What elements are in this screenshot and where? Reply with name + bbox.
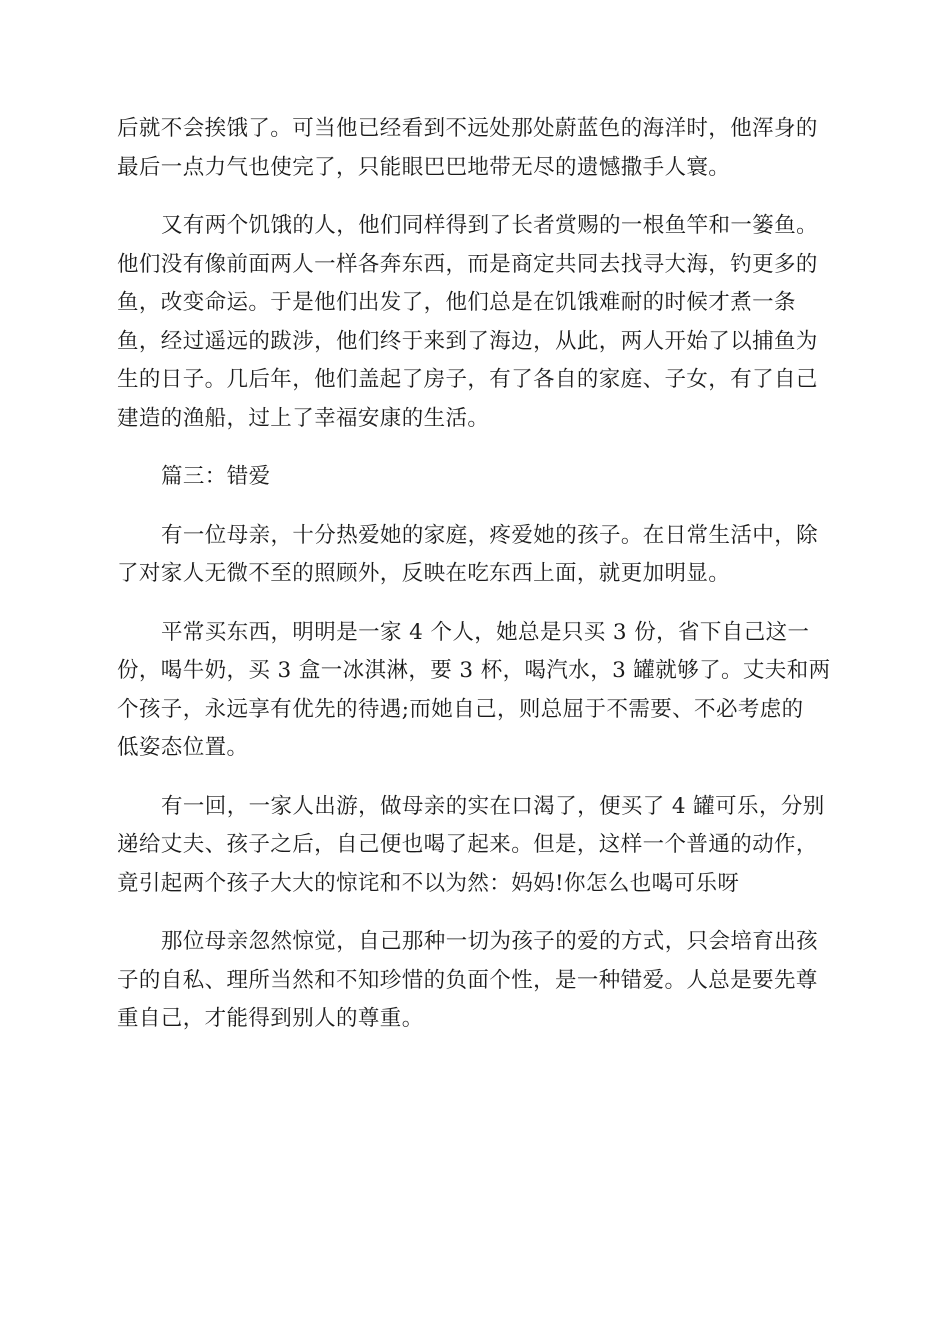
paragraph-2: [117, 207, 833, 438]
text-line: 鱼，经过遥远的跋涉，他们终于来到了海边，从此，两人开始了以捕鱼为: [117, 328, 818, 354]
paragraph-3: [117, 517, 833, 594]
section-heading: [117, 458, 833, 497]
paragraph-1: [117, 110, 833, 187]
text-line: 那位母亲忽然惊觉，自己那种一切为孩子的爱的方式，只会培育出孩: [161, 929, 819, 954]
text-line: 递给丈夫、孩子之后，自己便也喝了起来。但是，这样一个普通的动作，: [117, 832, 818, 857]
paragraph-4: [117, 614, 833, 768]
text-line: 有一回，一家人出游，做母亲的实在口渴了，便买了 4 罐可乐，分别: [161, 793, 825, 819]
text-line: 个孩子，永远享有优先的待遇;而她自己，则总屈于不需要、不必考虑的: [117, 696, 804, 722]
text-line: 生的日子。几后年，他们盖起了房子，有了各自的家庭、子女，有了自己: [117, 367, 818, 392]
text-line: 建造的渔船，过上了幸福安康的生活。: [117, 405, 490, 431]
text-line: 又有两个饥饿的人，他们同样得到了长者赏赐的一根鱼竿和一篓鱼。: [161, 213, 819, 238]
text-line: 重自己，才能得到别人的尊重。: [117, 1006, 424, 1031]
text-line: 后就不会挨饿了。可当他已经看到不远处那处蔚蓝色的海洋时，他浑身的: [117, 116, 818, 141]
text-line: 竟引起两个孩子大大的惊诧和不以为然：妈妈!你怎么也喝可乐呀: [117, 870, 740, 896]
text-line: 份，喝牛奶，买 3 盒一冰淇淋，要 3 杯，喝汽水，3 罐就够了。丈夫和两: [117, 658, 831, 683]
text-line: 最后一点力气也使完了，只能眼巴巴地带无尽的遗憾撒手人寰。: [117, 154, 731, 180]
text-line: 有一位母亲，十分热爱她的家庭，疼爱她的孩子。在日常生活中，除: [161, 522, 819, 548]
text-line: 鱼，改变命运。于是他们出发了，他们总是在饥饿难耐的时候才煮一条: [117, 290, 796, 315]
text-line: 了对家人无微不至的照顾外，反映在吃东西上面，就更加明显。: [117, 561, 731, 586]
text-line: 他们没有像前面两人一样各奔东西，而是商定共同去找寻大海，钓更多的: [117, 251, 818, 277]
text-line: 子的自私、理所当然和不知珍惜的负面个性，是一种错爱。人总是要先尊: [117, 967, 818, 993]
section-title: 篇三：错爱: [161, 464, 271, 489]
paragraph-5: [117, 788, 833, 904]
document-page: [117, 110, 833, 1059]
paragraph-6: [117, 923, 833, 1039]
text-line: 低姿态位置。: [117, 735, 249, 760]
text-line: 平常买东西，明明是一家 4 个人，她总是只买 3 份，省下自己这一: [161, 619, 810, 645]
